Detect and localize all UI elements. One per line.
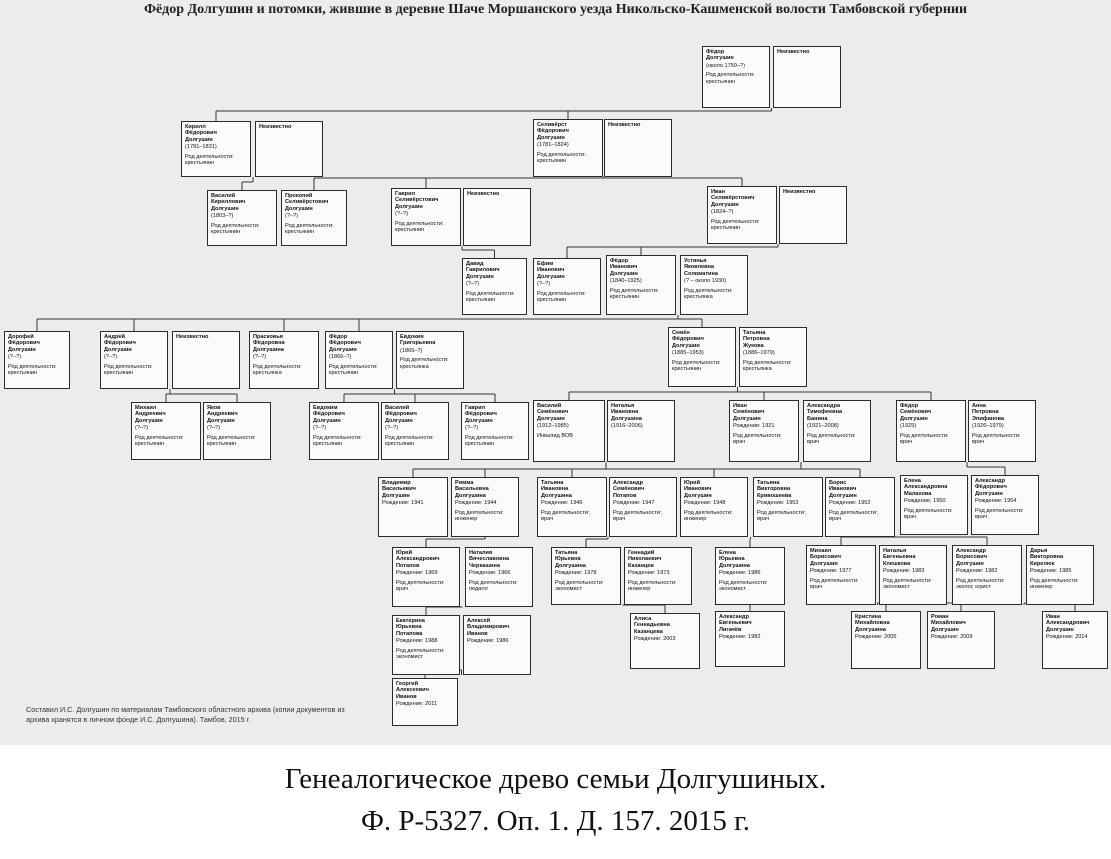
person-card	[773, 46, 841, 108]
person-occupation: Род деятельности: эколог, юрист	[956, 577, 1005, 591]
person-occupation: Род деятельности: крестьянин	[104, 363, 153, 377]
person-name: Анна Петровна Эпифанова	[972, 403, 1005, 422]
person-name: Геннадий Николаевич Казанцев	[628, 550, 662, 569]
person-card	[604, 119, 672, 177]
person-name: Дорофей Фёдорович Долгушин	[8, 334, 40, 353]
person-dates: Рождение: 2005	[855, 634, 897, 641]
person-card	[249, 331, 319, 389]
person-occupation: Род деятельности: крестьянка	[253, 363, 302, 377]
person-card	[551, 547, 621, 605]
person-card	[392, 678, 458, 726]
person-card	[952, 545, 1022, 605]
person-occupation: Род деятельности: крестьянин	[313, 434, 362, 448]
person-dates: (?–?)	[385, 425, 399, 432]
person-dates: (1824–?)	[711, 209, 734, 216]
person-occupation: Род деятельности: крестьянин	[465, 434, 514, 448]
person-card	[281, 190, 347, 246]
person-occupation: Род деятельности: экономист	[883, 577, 932, 591]
person-card	[533, 258, 601, 315]
person-card	[451, 477, 519, 537]
person-dates: (?–?)	[104, 354, 118, 361]
person-card	[624, 547, 692, 605]
person-occupation: Род деятельности: врач	[613, 509, 662, 523]
person-name: Татьяна Ивановна Долгушина	[541, 480, 572, 499]
person-occupation: Род деятельности: крестьянин	[706, 72, 755, 85]
person-occupation: Род деятельности: педагог	[469, 579, 518, 593]
person-name: Фёдор Фёдорович Долгушин	[329, 334, 361, 353]
person-dates: Рождение: 1946	[541, 500, 583, 507]
archive-caption	[0, 758, 1111, 842]
person-card	[392, 615, 460, 675]
tree-title: Фёдор Долгушин и потомки, жившие в деревне Шаче Моршанского уезда Никольско-Кашменской волости Тамбовской губернии	[143, 2, 968, 17]
person-card	[729, 400, 799, 462]
person-dates: Рождение: 1952	[829, 500, 871, 507]
person-name: Неизвестно	[176, 334, 209, 340]
person-dates: (?–?)	[465, 425, 479, 432]
person-occupation: Род деятельности: врач	[541, 509, 590, 523]
person-card	[533, 119, 603, 177]
person-occupation: Род деятельности: крестьянин	[135, 434, 184, 448]
person-occupation: Род деятельности: экономист	[719, 579, 768, 593]
person-card	[803, 400, 871, 462]
person-name: Василий Кириллович Долгушин	[211, 193, 246, 212]
person-card	[968, 400, 1036, 462]
person-name: Татьяна Юрьевна Долгушина	[555, 550, 586, 569]
person-name: Александр Семёнович Потапов	[613, 480, 645, 499]
person-name: Алиса Геннадьевна Казанцева	[634, 616, 670, 635]
person-dates: Рождение: 1953	[757, 500, 799, 507]
person-name: Александра Тимофеевна Банина	[807, 403, 843, 422]
person-card	[131, 402, 201, 460]
person-card	[900, 475, 968, 535]
person-dates: (1912–1985)	[537, 423, 569, 430]
person-dates: (1840–1925)	[610, 278, 642, 285]
person-dates: Рождение: 1954	[975, 498, 1017, 505]
person-card	[463, 615, 531, 675]
person-card	[537, 477, 607, 537]
person-dates: Рождение: 1986	[719, 570, 761, 577]
person-name: Фёдор Долгушин	[706, 49, 734, 62]
person-name: Борис Иванович Долгушин	[829, 480, 857, 499]
person-card	[1026, 545, 1094, 605]
person-name: Кристина Михайловна Долгушина	[855, 614, 890, 633]
person-name: Наталья Ивановна Долгушина	[611, 403, 642, 422]
person-name: Иван Семёнович Долгушин	[733, 403, 765, 422]
person-occupation: Род деятельности: крестьянин	[395, 220, 444, 234]
person-name: Василий Фёдорович Долгушин	[385, 405, 417, 424]
caption-line-1: Генеалогическое древо семьи Долгушиных.	[284, 763, 827, 795]
person-card	[4, 331, 70, 389]
person-dates: Рождение: 1966	[469, 570, 511, 577]
person-card	[172, 331, 240, 389]
person-occupation: Род деятельности: крестьянин	[610, 287, 659, 301]
person-occupation: Род деятельности: крестьянин	[285, 222, 334, 236]
person-dates: (1781–1831)	[185, 144, 217, 151]
person-dates: Рождение: 1973	[628, 570, 670, 577]
person-card	[391, 188, 461, 246]
person-occupation: Род деятельности: крестьянин	[185, 153, 234, 167]
person-name: Георгий Алексеевич Иванов	[396, 681, 429, 700]
person-dates: (?–?)	[395, 211, 409, 218]
person-occupation: Род деятельности: инженер	[684, 509, 733, 523]
person-occupation: Род деятельности: крестьянин	[8, 363, 57, 377]
person-name: Устинья Яковлевна Соломатина	[684, 258, 718, 277]
caption-line-2: Ф. Р-5327. Оп. 1. Д. 157. 2015 г.	[360, 805, 751, 837]
person-name: Василий Семёнович Долгушин	[537, 403, 569, 422]
person-name: Неизвестно	[608, 122, 641, 128]
person-dates: (?–?)	[537, 281, 551, 288]
person-name: Татьяна Викторовна Кривошеева	[757, 480, 792, 499]
person-name: Евдоким Фёдорович Долгушин	[313, 405, 345, 424]
person-dates: Рождение: 1950	[904, 498, 946, 505]
person-dates: (1865–?)	[400, 347, 423, 354]
person-dates: (?–?)	[313, 425, 327, 432]
person-dates: Рождение: 2011	[396, 701, 438, 708]
person-name: Неизвестно	[259, 124, 292, 130]
person-card	[779, 186, 847, 244]
person-occupation: Род деятельности: врач	[810, 577, 859, 591]
person-occupation: Род деятельности: врач	[807, 432, 856, 446]
person-dates: (?–?)	[253, 354, 267, 361]
person-occupation: Род деятельности: врач	[757, 509, 806, 523]
person-name: Дарья Викторовна Кирелюк	[1030, 548, 1064, 567]
person-card	[825, 477, 895, 537]
person-card	[396, 331, 464, 389]
person-dates: (около 1750–?)	[706, 62, 745, 69]
person-card	[325, 331, 393, 389]
person-card	[203, 402, 271, 460]
person-dates: Рождение: 1985	[1030, 568, 1072, 575]
person-dates: Рождение: 1941	[382, 500, 424, 507]
person-name: Неизвестно	[467, 191, 500, 197]
person-card	[896, 400, 966, 462]
person-occupation: Род деятельности: крестьянин	[537, 151, 586, 165]
person-occupation: Род деятельности: крестьянка	[684, 287, 733, 301]
person-dates: Рождение: 1947	[613, 500, 655, 507]
person-occupation: Род деятельности: инженер	[1030, 577, 1079, 591]
person-dates: Рождение: 2014	[1046, 634, 1088, 641]
person-card	[680, 255, 748, 315]
person-dates: (1781–1824)	[537, 142, 569, 149]
person-name: Фёдор Иванович Долгушин	[610, 258, 638, 277]
person-occupation: Род деятельности: экономист	[555, 579, 604, 593]
person-occupation: Род деятельности: крестьянин	[329, 363, 378, 377]
person-name: Давид Гаврилович Долгушин	[466, 261, 500, 280]
person-dates: (1803–?)	[211, 213, 234, 220]
person-name: Римма Васильевна Долгушина	[455, 480, 489, 499]
person-occupation: Род деятельности: инженер	[628, 579, 677, 593]
person-card	[207, 190, 277, 246]
person-card	[378, 477, 448, 537]
person-name: Михаил Борисович Долгушин	[810, 548, 841, 567]
person-occupation: Род деятельности: врач	[733, 432, 782, 446]
person-card	[806, 545, 876, 605]
person-card	[607, 400, 675, 462]
person-name: Яков Андреевич Долгушин	[207, 405, 238, 424]
person-card	[609, 477, 677, 537]
person-occupation: Род деятельности: врач	[396, 579, 445, 593]
person-card	[668, 327, 736, 387]
person-name: Гаврил Селивёрстович Долгушин	[395, 191, 439, 210]
person-card	[680, 477, 748, 537]
person-card	[927, 611, 995, 669]
person-card	[879, 545, 947, 605]
person-name: Татьяна Петровна Жукова	[743, 330, 770, 349]
person-occupation: Род деятельности: крестьянин	[211, 222, 260, 236]
person-card	[630, 613, 700, 669]
person-dates: (?–?)	[207, 425, 221, 432]
person-occupation: Род деятельности: крестьянин	[385, 434, 434, 448]
person-occupation: Род деятельности: врач	[829, 509, 878, 523]
person-name: Кирилл Фёдорович Долгушин	[185, 124, 217, 143]
person-name: Наталья Евгеньевна Клешкова	[883, 548, 916, 567]
person-name: Михаил Андреевич Долгушин	[135, 405, 166, 424]
person-name: Елена Юрьевна Долгушина	[719, 550, 750, 569]
person-occupation: Род деятельности: крестьянин	[711, 218, 760, 232]
person-dates: Рождение: 1921	[733, 423, 775, 430]
person-dates: Рождение: 1983	[883, 568, 925, 575]
person-dates: (?–?)	[285, 213, 299, 220]
person-dates: (1926–1979)	[972, 423, 1004, 430]
person-name: Ефим Иванович Долгушин	[537, 261, 565, 280]
person-card	[971, 475, 1039, 535]
person-name: Прасковья Фёдоровна Долгушина	[253, 334, 285, 353]
person-dates: (?–?)	[135, 425, 149, 432]
person-name: Евдокия Григорьевна	[400, 334, 436, 347]
compiler-note: Составил И.С. Долгушин по материалам Тамбовского областного архива (копии документов из архива хранятся в личном фонде И.С. Долгушина). Тамбов, 2015 г.	[26, 705, 345, 725]
person-occupation: Род деятельности: инженер	[455, 509, 504, 523]
person-name: Неизвестно	[783, 189, 816, 195]
person-card	[463, 188, 531, 246]
person-card	[465, 547, 533, 607]
person-name: Алексей Владимирович Иванов	[467, 618, 510, 637]
person-name: Прокопий Селивёрстович Долгушин	[285, 193, 329, 212]
person-name: Гаврил Фёдорович Долгушин	[465, 405, 497, 424]
person-name: Елена Александровна Малахова	[904, 478, 948, 497]
person-card	[392, 547, 460, 607]
person-dates: (?–?)	[466, 281, 480, 288]
person-dates: Рождение: 1978	[555, 570, 597, 577]
person-name: Семён Фёдорович Долгушин	[672, 330, 704, 349]
person-occupation: Род деятельности: крестьянин	[207, 434, 256, 448]
person-name: Неизвестно	[777, 49, 810, 55]
person-dates: (1921–2008)	[807, 423, 839, 430]
person-name: Владимир Васильевич Долгушин	[382, 480, 416, 499]
person-occupation: Род деятельности: крестьянка	[743, 359, 792, 373]
person-occupation: Род деятельности: крестьянин	[672, 359, 721, 373]
person-card	[606, 255, 676, 315]
person-occupation: Род деятельности: врач	[900, 432, 949, 446]
person-name: Екатерина Юрьевна Потапова	[396, 618, 425, 637]
person-card	[715, 611, 785, 667]
person-name: Селивёрст Фёдорович Долгушин	[537, 122, 569, 141]
person-card	[100, 331, 168, 389]
person-occupation: Род деятельности: врач	[975, 507, 1024, 521]
person-dates: Рождение: 1988	[396, 638, 438, 645]
person-name: Александр Евгеньевич Лигачёв	[719, 614, 752, 633]
person-card	[851, 611, 921, 669]
person-card	[462, 258, 527, 315]
person-dates: (1866–?)	[329, 354, 352, 361]
person-name: Андрей Фёдорович Долгушин	[104, 334, 136, 353]
person-dates: Рождение: 2009	[931, 634, 973, 641]
person-occupation: Род деятельности: экономист	[396, 647, 445, 661]
person-occupation: Род деятельности: врач	[904, 507, 953, 521]
person-name: Александр Фёдорович Долгушин	[975, 478, 1007, 497]
person-card	[255, 121, 323, 177]
person-occupation: Род деятельности: крестьянка	[400, 357, 449, 370]
person-dates: Рождение: 1982	[719, 634, 761, 641]
person-occupation: Род деятельности: крестьянин	[466, 290, 515, 304]
person-dates: (? – около 1930)	[684, 278, 727, 285]
person-occupation: Род деятельности: врач	[972, 432, 1021, 446]
person-dates: (1886–1979)	[743, 350, 775, 357]
person-dates: (1925)	[900, 423, 917, 430]
person-name: Наталия Вячеславовна Черкашина	[469, 550, 510, 569]
person-card	[702, 46, 770, 108]
person-card	[1042, 611, 1108, 669]
person-card	[707, 186, 777, 244]
person-name: Фёдор Семёнович Долгушин	[900, 403, 932, 422]
person-card	[181, 121, 251, 177]
person-occupation: Род деятельности: крестьянин	[537, 290, 586, 304]
person-card	[753, 477, 823, 537]
person-dates: (1885–1953)	[672, 350, 704, 357]
person-dates: (?–?)	[8, 354, 22, 361]
person-name: Юрий Александрович Потапов	[396, 550, 440, 569]
person-card	[739, 327, 807, 387]
person-name: Иван Селивёрстович Долгушин	[711, 189, 755, 208]
person-name: Роман Михайлович Долгушин	[931, 614, 966, 633]
person-dates: (1916–2006)	[611, 423, 643, 430]
person-name: Иван Александрович Долгушин	[1046, 614, 1090, 633]
person-dates: Рождение: 1944	[455, 500, 497, 507]
person-dates: Рождение: 1982	[956, 568, 998, 575]
person-card	[309, 402, 379, 460]
person-dates: Рождение: 2003	[634, 636, 676, 643]
person-card	[533, 400, 605, 462]
person-dates: Рождение: 1977	[810, 568, 852, 575]
person-dates: Рождение: 1986	[467, 638, 509, 645]
person-card	[461, 402, 529, 460]
person-name: Александр Борисович Долгушин	[956, 548, 987, 567]
person-occupation: Инвалид ВОВ	[537, 432, 573, 439]
person-name: Юрий Иванович Долгушин	[684, 480, 712, 499]
person-card	[715, 547, 785, 605]
person-dates: Рождение: 1948	[684, 500, 726, 507]
person-card	[381, 402, 449, 460]
person-dates: Рождение: 1969	[396, 570, 438, 577]
